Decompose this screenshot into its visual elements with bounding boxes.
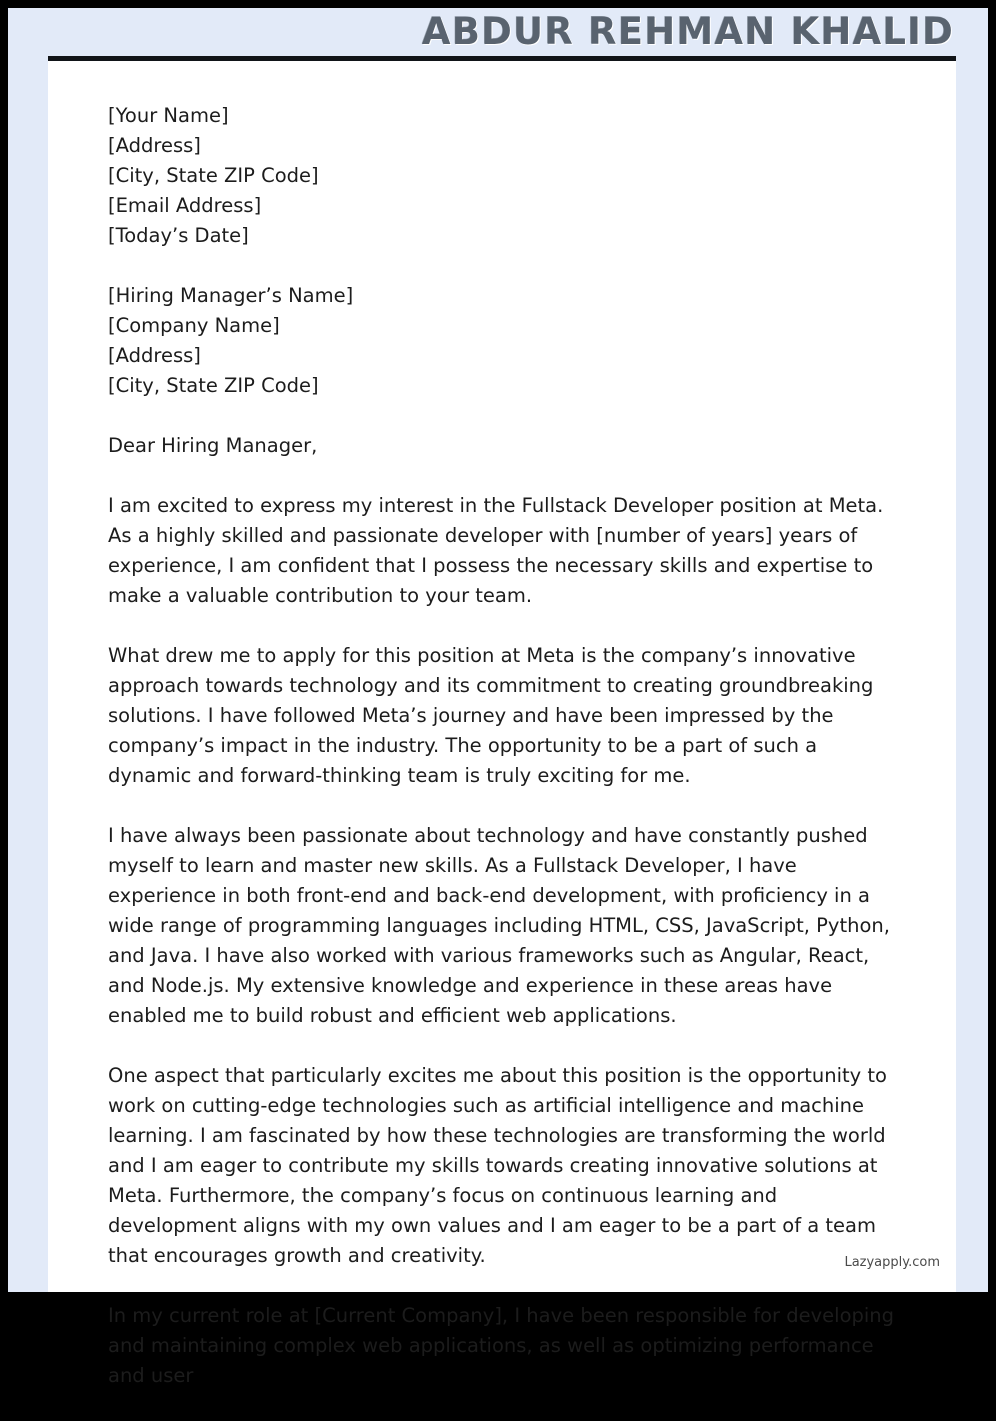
recipient-address: [Address]	[108, 344, 201, 367]
recipient-address-block	[108, 281, 904, 401]
sender-name: [Your Name]	[108, 104, 229, 127]
letter-paragraph-3: I have always been passionate about technology and have constantly pushed myself to learn and master new skills. As a Fullstack Developer, I have experience in both front-end and back-end development, with proficiency in a wide range of programming languages including HTML, CSS, JavaScript, Python, and Java. I have also worked with various frameworks such as Angular, React, and Node.js. My extensive knowledge and experience in these areas have enabled me to build robust and efficient web applications.	[108, 824, 890, 1027]
sender-city-state-zip: [City, State ZIP Code]	[108, 164, 319, 187]
letter-paragraph-5: In my current role at [Current Company], I have been responsible for developing and maintaining complex web applications, as well as optimizing performance and user	[108, 1304, 895, 1387]
letter-paragraph-4: One aspect that particularly excites me about this position is the opportunity to work on cutting-edge technologies such as artificial intelligence and machine learning. I am fascinated by how these technologies are transforming the world and I am eager to contribute my skills towards creating innovative solutions at Meta. Furthermore, the company’s focus on continuous learning and development aligns with my own values and I am eager to be a part of a team that encourages growth and creativity.	[108, 1064, 887, 1267]
recipient-city-state-zip: [City, State ZIP Code]	[108, 374, 319, 397]
salutation-block	[108, 431, 904, 461]
candidate-name: ABDUR REHMAN KHALID	[421, 10, 954, 53]
sender-address: [Address]	[108, 134, 201, 157]
document-header	[8, 8, 988, 56]
recipient-manager-name: [Hiring Manager’s Name]	[108, 284, 354, 307]
sender-email: [Email Address]	[108, 194, 262, 217]
salutation: Dear Hiring Manager,	[108, 434, 318, 457]
document-page	[8, 8, 988, 1387]
recipient-company-name: [Company Name]	[108, 314, 280, 337]
letter-date: [Today’s Date]	[108, 224, 249, 247]
cover-letter-body	[48, 61, 956, 1387]
sender-address-block	[108, 101, 904, 251]
letter-paragraph-1: I am excited to express my interest in the Fullstack Developer position at Meta. As a highly skilled and passionate developer with [number of years] years of experience, I am confident that I possess the necessary skills and expertise to make a valuable contribution to your team.	[108, 494, 884, 607]
letter-paragraph-2: What drew me to apply for this position at Meta is the company’s innovative approach towards technology and its commitment to creating groundbreaking solutions. I have followed Meta’s journey and have been impressed by the company’s impact in the industry. The opportunity to be a part of such a dynamic and forward-thinking team is truly exciting for me.	[108, 644, 874, 787]
watermark-label: Lazyapply.com	[844, 1255, 940, 1270]
